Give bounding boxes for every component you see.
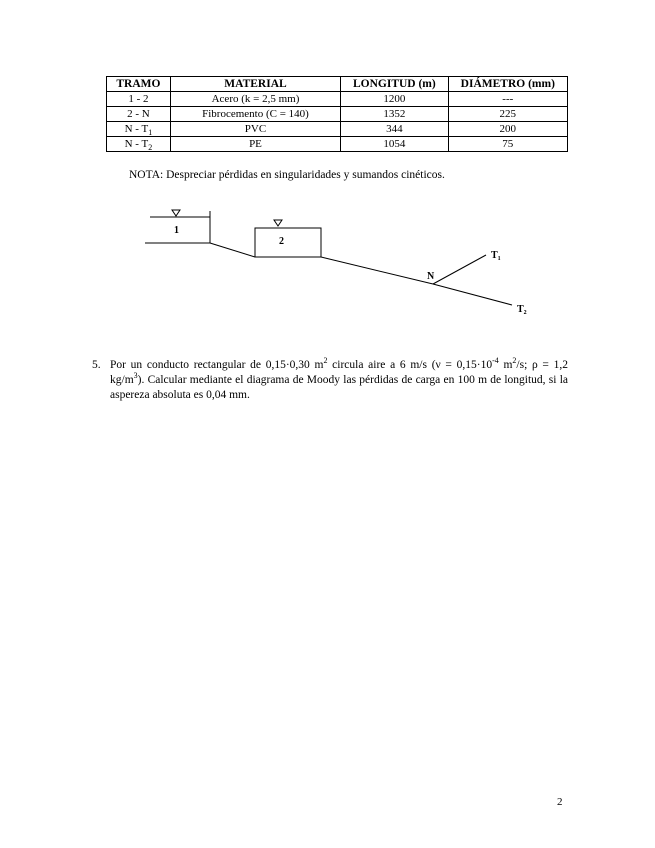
header-diametro: DIÁMETRO (mm) [448,77,567,92]
page-number: 2 [557,796,563,808]
cell-longitud: 1200 [341,92,448,107]
cell-diametro: 200 [448,122,567,137]
cell-longitud: 1054 [341,137,448,152]
problem-text-part: circula aire a 6 m/s (ν = 0,15·10 [327,359,493,371]
table-header-row [107,77,568,92]
cell-tramo: 2 - N [107,107,171,122]
cell-material: Acero (k = 2,5 mm) [170,92,340,107]
problem-text-part: ). Calcular mediante el diagrama de Moody las pérdidas de carga en 100 m de longitud, si la aspereza absoluta es 0,04 mm. [110,374,568,401]
tank2-water-level-icon [274,220,282,226]
header-material: MATERIAL [170,77,340,92]
tank2-label: 2 [279,236,284,247]
superscript: -4 [492,356,499,366]
t1-label [491,250,501,262]
cell-tramo: 1 - 2 [107,92,171,107]
cell-material: PE [170,137,340,152]
tramo-main: N - T [124,123,149,135]
tramo-main: N - T [124,138,149,150]
problem-5 [92,358,568,403]
tank1-label: 1 [174,225,179,236]
tank1-water-level-icon [172,210,180,216]
cell-material: PVC [170,122,340,137]
table-row [107,137,568,152]
cell-longitud: 344 [341,122,448,137]
pipe-1-2 [210,243,255,257]
table-row [107,122,568,137]
superscript: 2 [512,356,517,366]
t2-label-main: T [517,304,524,315]
table-row [107,92,568,107]
superscript: 3 [133,371,138,381]
cell-tramo [107,137,171,152]
problem-text-part: m [498,359,513,371]
problem-text-part: /s; ρ = 1,2 kg/m [110,359,568,386]
cell-longitud: 1352 [341,107,448,122]
superscript: 2 [323,356,328,366]
pipe-data-table [106,76,568,152]
cell-material: Fibrocemento (C = 140) [170,107,340,122]
header-longitud: LONGITUD (m) [341,77,448,92]
cell-diametro: 75 [448,137,567,152]
cell-diametro: 225 [448,107,567,122]
node-n-label: N [427,271,435,282]
nota-text: NOTA: Despreciar pérdidas en singularidades y sumandos cinéticos. [129,169,445,181]
pipe-network-diagram [140,200,540,325]
table-row [107,107,568,122]
pipe-n-t1 [433,255,486,284]
problem-number: 5. [92,359,101,371]
problem-text-part: Por un conducto rectangular de 0,15·0,30 m [110,359,324,371]
tank2-box [255,228,321,257]
t2-label [517,304,527,316]
problem-statement [110,358,568,403]
t1-label-sub: 1 [497,256,501,262]
t2-label-sub: 2 [523,310,527,316]
pipe-n-t2 [433,284,512,305]
tramo-subscript: 2 [148,143,153,153]
cell-tramo [107,122,171,137]
cell-diametro: --- [448,92,567,107]
tramo-subscript: 1 [148,128,153,138]
pipe-2-n [321,257,433,284]
t1-label-main: T [491,250,498,261]
header-tramo: TRAMO [107,77,171,92]
